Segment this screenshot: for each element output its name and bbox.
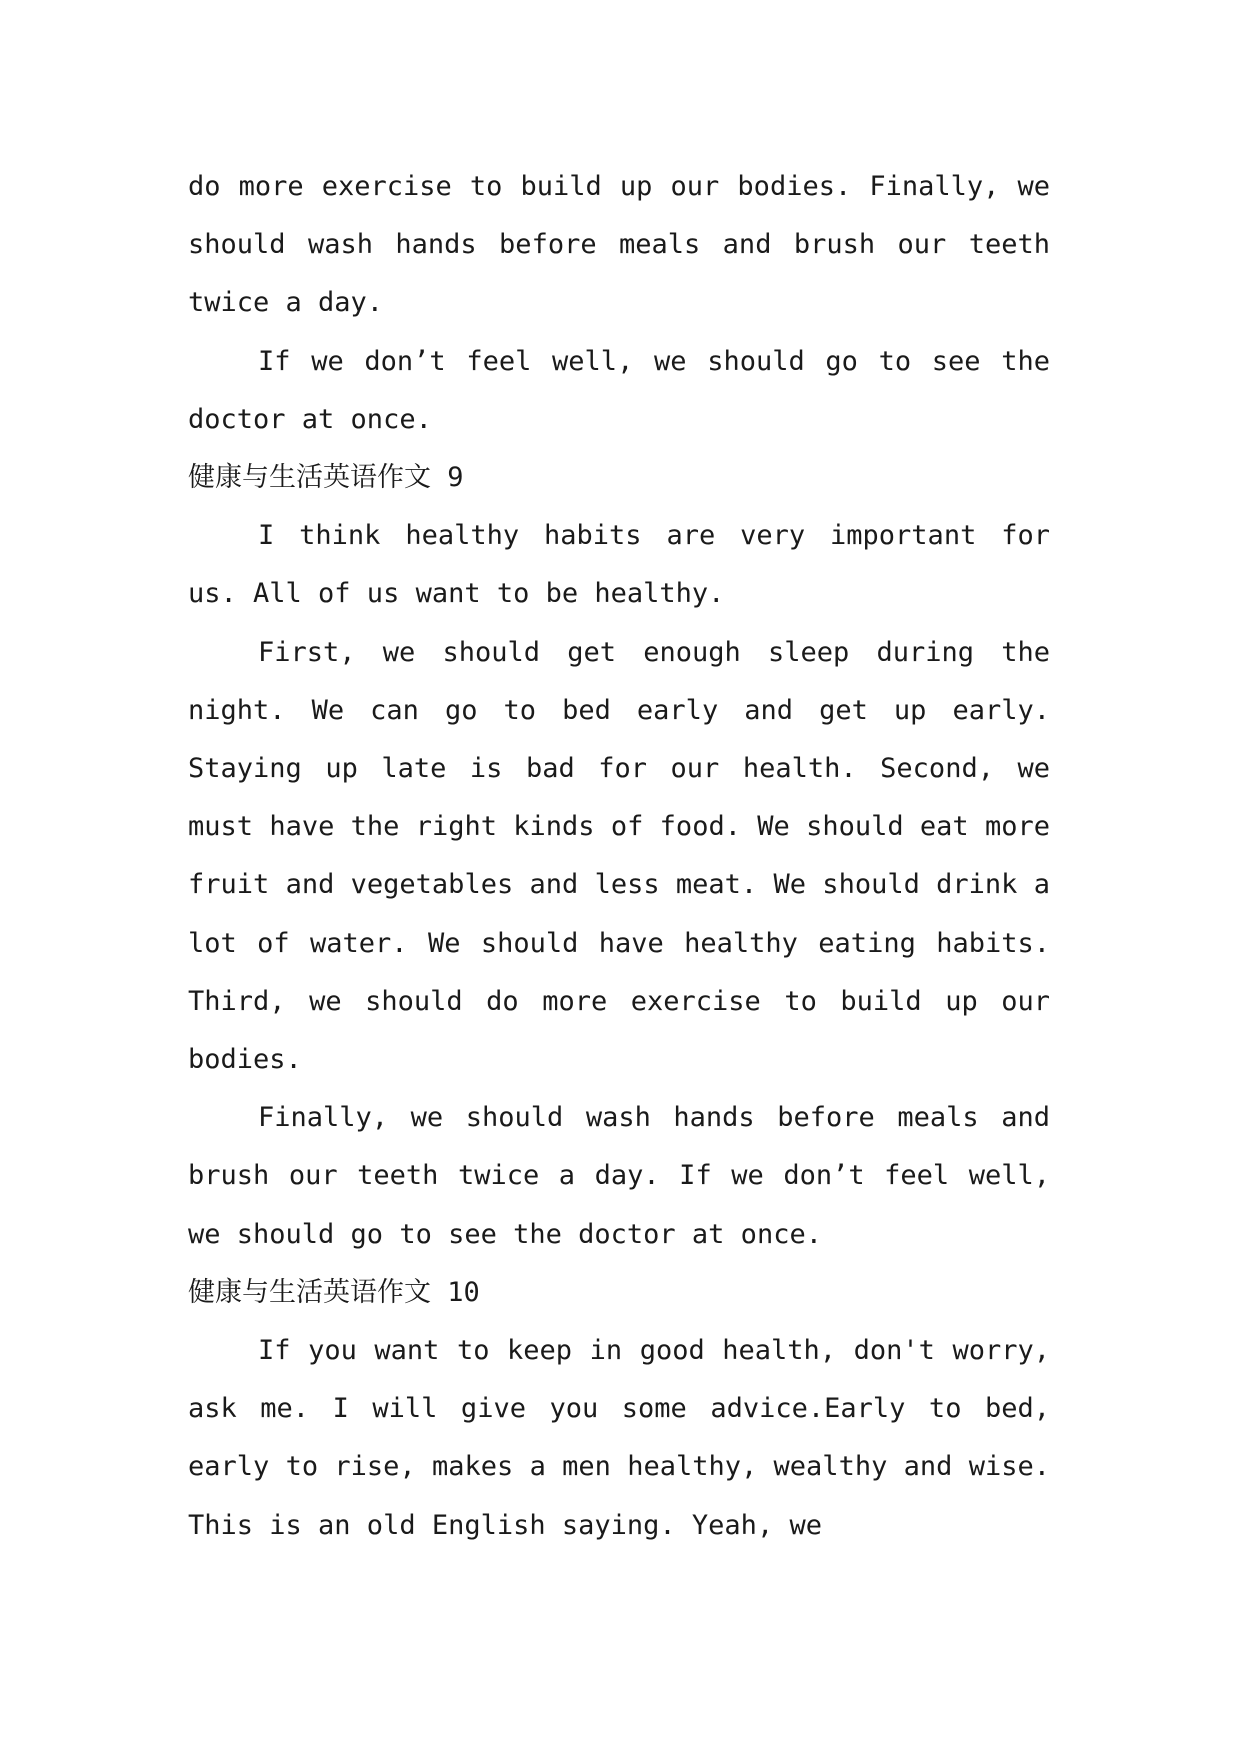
- paragraph-intro-10: If you want to keep in good health, don't worry, ask me. I will give you some advice.Early to bed, early to rise, makes a men healthy, wealthy and wise. This is an old English saying. Yeah, we: [188, 1335, 1050, 1541]
- essay-heading-10: 健康与生活英语作文 10: [188, 1276, 480, 1308]
- document-page: [188, 158, 1050, 1555]
- paragraph-doctor: If we don’t feel well, we should go to see the doctor at once.: [188, 345, 1050, 435]
- paragraph-intro-9: I think healthy habits are very important for us. All of us want to be healthy.: [188, 520, 1050, 610]
- paragraph-continuation: do more exercise to build up our bodies. Finally, we should wash hands before meals and brush our teeth twice a day.: [188, 171, 1050, 319]
- essay-heading-9: 健康与生活英语作文 9: [188, 462, 464, 494]
- paragraph-body-9: First, we should get enough sleep during the night. We can go to bed early and get up early. Staying up late is bad for our health. Second, we must have the right kinds of food. We should eat more fruit and vegetables and less meat. We should drink a lot of water. We should have healthy eating habits. Third, we should do more exercise to build up our bodies.: [188, 636, 1050, 1076]
- paragraph-conclusion-9: Finally, we should wash hands before meals and brush our teeth twice a day. If we don’t feel well, we should go to see the doctor at once.: [188, 1102, 1050, 1250]
